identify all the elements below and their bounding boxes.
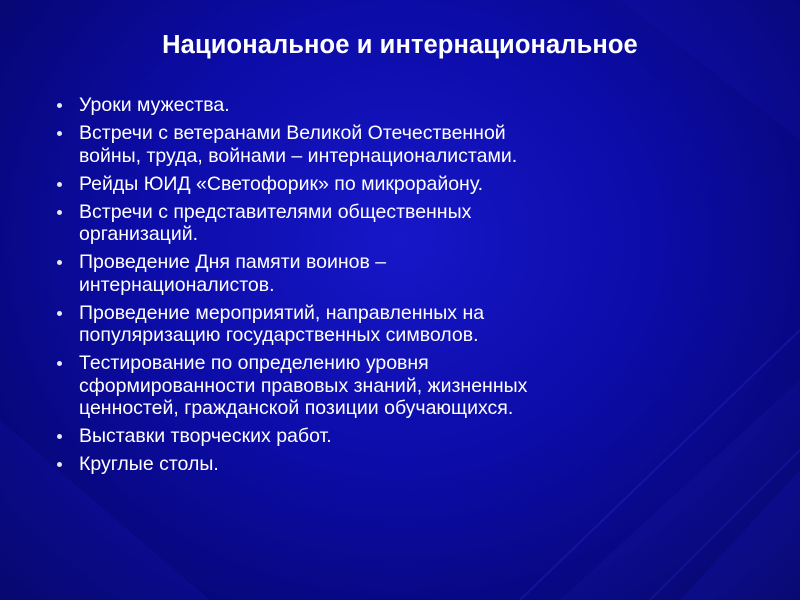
bullet-dot-icon: [57, 311, 62, 316]
bullet-text: Выставки творческих работ.: [79, 425, 332, 447]
bullet-dot-icon: [57, 434, 62, 439]
bullet-text: Проведение мероприятий, направленных на популяризацию государственных символов.: [79, 301, 485, 346]
bullet-text: Встречи с представителями общественных организаций.: [79, 200, 472, 245]
bullet-text: Рейды ЮИД «Светофорик» по микрорайону.: [79, 172, 484, 195]
bullet-item: [57, 201, 777, 246]
bullet-item: [57, 173, 777, 196]
bullet-text: Тестирование по определению уровня сформированности правовых знаний, жизненных ценностей, гражданской позиции обучающихся.: [79, 352, 528, 419]
bullet-item: [57, 453, 777, 476]
bullet-text: Уроки мужества.: [79, 94, 230, 116]
bullet-dot-icon: [57, 361, 62, 366]
bullet-item: [57, 94, 777, 117]
bullet-list: [57, 94, 777, 481]
slide-title: Национальное и интернациональное: [162, 31, 638, 59]
bullet-dot-icon: [57, 462, 62, 467]
bullet-item: [57, 425, 777, 448]
bullet-item: [57, 122, 777, 167]
bullet-item: [57, 352, 777, 420]
bullet-dot-icon: [57, 210, 62, 215]
bullet-text: Круглые столы.: [79, 453, 219, 475]
bullet-text: Проведение Дня памяти воинов – интернационалистов.: [79, 251, 387, 296]
bullet-item: [57, 251, 777, 296]
bullet-item: [57, 302, 777, 347]
bullet-dot-icon: [57, 182, 62, 187]
bullet-dot-icon: [57, 103, 62, 108]
bullet-text: Встречи с ветеранами Великой Отечественной войны, труда, войнами – интернационалистами.: [79, 122, 518, 167]
bullet-dot-icon: [57, 260, 62, 265]
bullet-dot-icon: [57, 131, 62, 136]
